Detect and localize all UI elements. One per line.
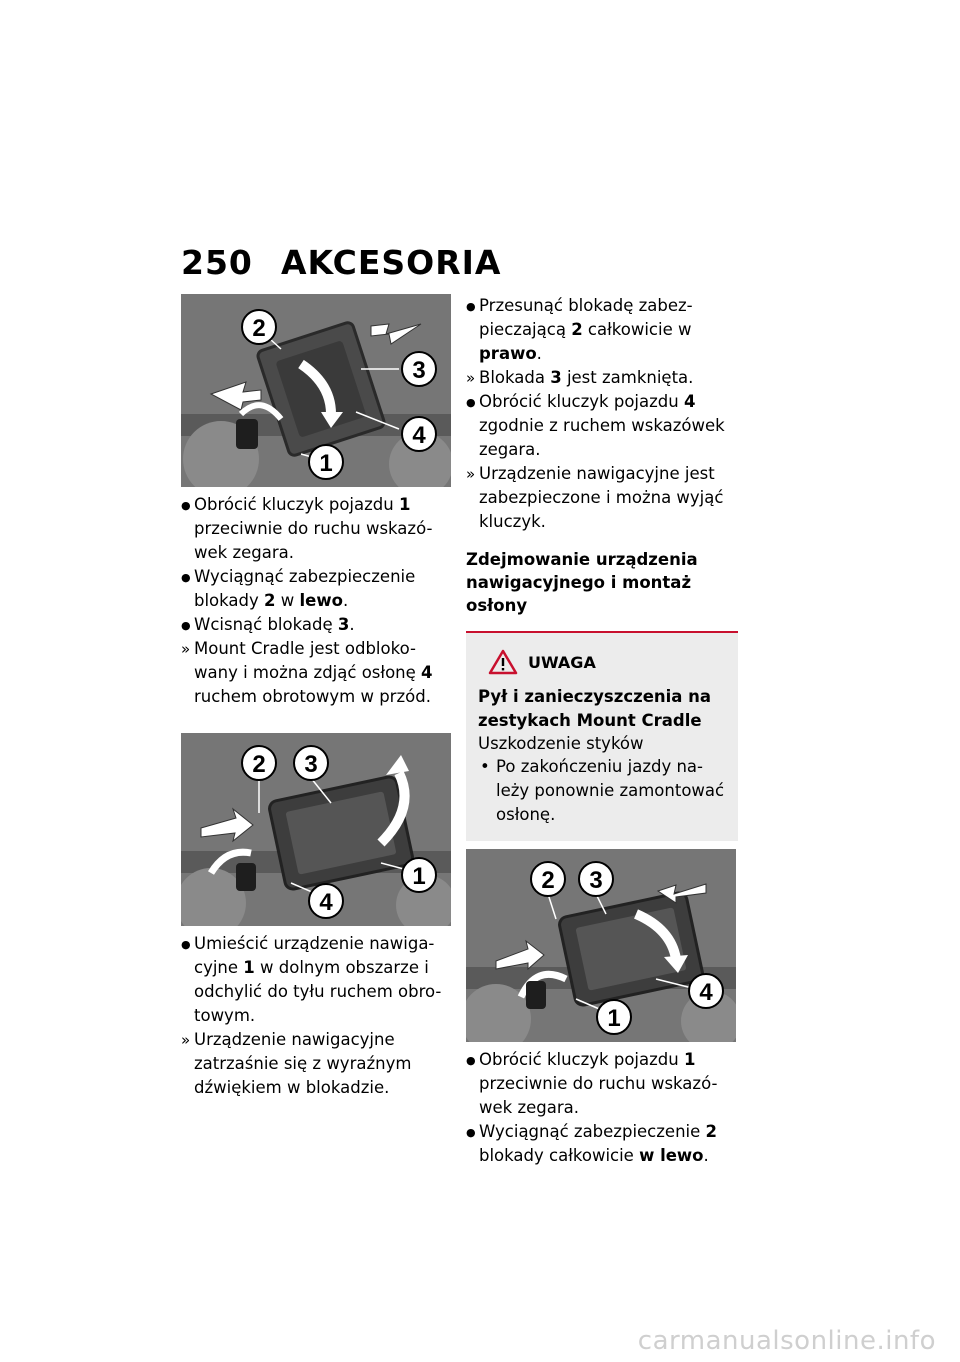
bullet-dot-icon: ● xyxy=(181,571,191,584)
result-arrow-icon: » xyxy=(466,369,476,387)
steps-list-1 xyxy=(181,493,456,709)
step-item: ● Wyciągnąć zabezpieczenie blokady 2 w lewo. xyxy=(181,567,416,610)
bullet-dot-icon: ● xyxy=(181,499,191,512)
fig3-label: 3 xyxy=(589,867,603,894)
result-arrow-icon: » xyxy=(181,1031,191,1049)
step-item: ● Obrócić kluczyk pojazdu 4 zgodnie z ruchem wskazówek zegara. xyxy=(466,392,725,459)
step-item: ● Wyciągnąć zabezpieczenie 2 blokady całkowicie w lewo. xyxy=(466,1122,717,1165)
section-title: Zdejmowanie urządzenia nawigacyjnego i montaż osłony xyxy=(466,550,698,615)
warning-bullets xyxy=(478,755,726,827)
left-column xyxy=(181,294,456,1100)
step-item: ● Umieścić urządzenie nawiga-cyjne 1 w dolnym obszarze i odchylić do tyłu ruchem obro-towym. xyxy=(181,934,442,1025)
fig2-label: 1 xyxy=(412,863,426,890)
bullet-dot-icon: ● xyxy=(181,619,191,632)
fig2-label: 4 xyxy=(319,889,333,916)
figure-1-photo xyxy=(181,294,451,487)
warning-box xyxy=(466,631,738,841)
bullet-dot-icon: ● xyxy=(466,300,476,313)
figure-2-illustration xyxy=(181,733,451,926)
warning-bullet-item: • Po zakończeniu jazdy na-leży ponownie zamontować osłonę. xyxy=(480,757,725,824)
right-column xyxy=(466,294,738,1168)
steps-list-2 xyxy=(181,932,456,1100)
fig2-label: 2 xyxy=(252,751,266,778)
figure-1-illustration xyxy=(181,294,451,487)
step-result: » Urządzenie nawigacyjne zatrzaśnie się z wyraźnym dźwiękiem w blokadzie. xyxy=(181,1030,412,1097)
steps-list-4 xyxy=(466,1048,738,1168)
step-item: ● Obrócić kluczyk pojazdu 1 przeciwnie do ruchu wskazó-wek zegara. xyxy=(181,495,433,562)
figure-3-illustration xyxy=(466,849,736,1042)
bullet-dot-icon: ● xyxy=(181,938,191,951)
bullet-dot-icon: ● xyxy=(466,396,476,409)
steps-list-3 xyxy=(466,294,738,534)
warning-header xyxy=(478,649,726,675)
page-header xyxy=(181,243,501,282)
step-item: ● Przesunąć blokadę zabez-pieczającą 2 całkowicie w prawo. xyxy=(466,296,693,363)
fig3-label: 4 xyxy=(699,979,713,1006)
fig1-label: 2 xyxy=(252,315,266,342)
fig1-label: 4 xyxy=(412,422,426,449)
warning-triangle-icon xyxy=(488,649,518,675)
result-arrow-icon: » xyxy=(466,465,476,483)
fig1-label: 1 xyxy=(319,450,333,477)
watermark: carmanualsonline.info xyxy=(637,1326,936,1356)
warning-text: Uszkodzenie styków xyxy=(478,734,644,753)
figure-3-photo xyxy=(466,849,736,1042)
step-item: ● Obrócić kluczyk pojazdu 1 przeciwnie do ruchu wskazó-wek zegara. xyxy=(466,1050,718,1117)
fig3-label: 2 xyxy=(541,867,555,894)
result-arrow-icon: » xyxy=(181,640,191,658)
page-title: AKCESORIA xyxy=(281,243,502,282)
page-number: 250 xyxy=(181,243,253,282)
bullet-dot-icon: ● xyxy=(466,1054,476,1067)
step-result: » Mount Cradle jest odbloko-wany i można zdjąć osłonę 4 ruchem obrotowym w przód. xyxy=(181,639,433,706)
warning-subtitle: Pył i zanieczyszczenia na zestykach Mount Cradle xyxy=(478,687,712,730)
figure-2-photo xyxy=(181,733,451,926)
small-bullet-icon: • xyxy=(480,757,490,776)
fig2-label: 3 xyxy=(304,751,318,778)
warning-label: UWAGA xyxy=(528,652,596,672)
step-result: » Blokada 3 jest zamknięta. xyxy=(466,366,738,390)
bullet-dot-icon: ● xyxy=(466,1126,476,1139)
fig1-label: 3 xyxy=(412,357,426,384)
step-item: ● Wcisnąć blokadę 3. xyxy=(181,613,456,637)
fig3-label: 1 xyxy=(607,1005,621,1032)
step-result: » Urządzenie nawigacyjne jest zabezpieczone i można wyjąć kluczyk. xyxy=(466,464,724,531)
